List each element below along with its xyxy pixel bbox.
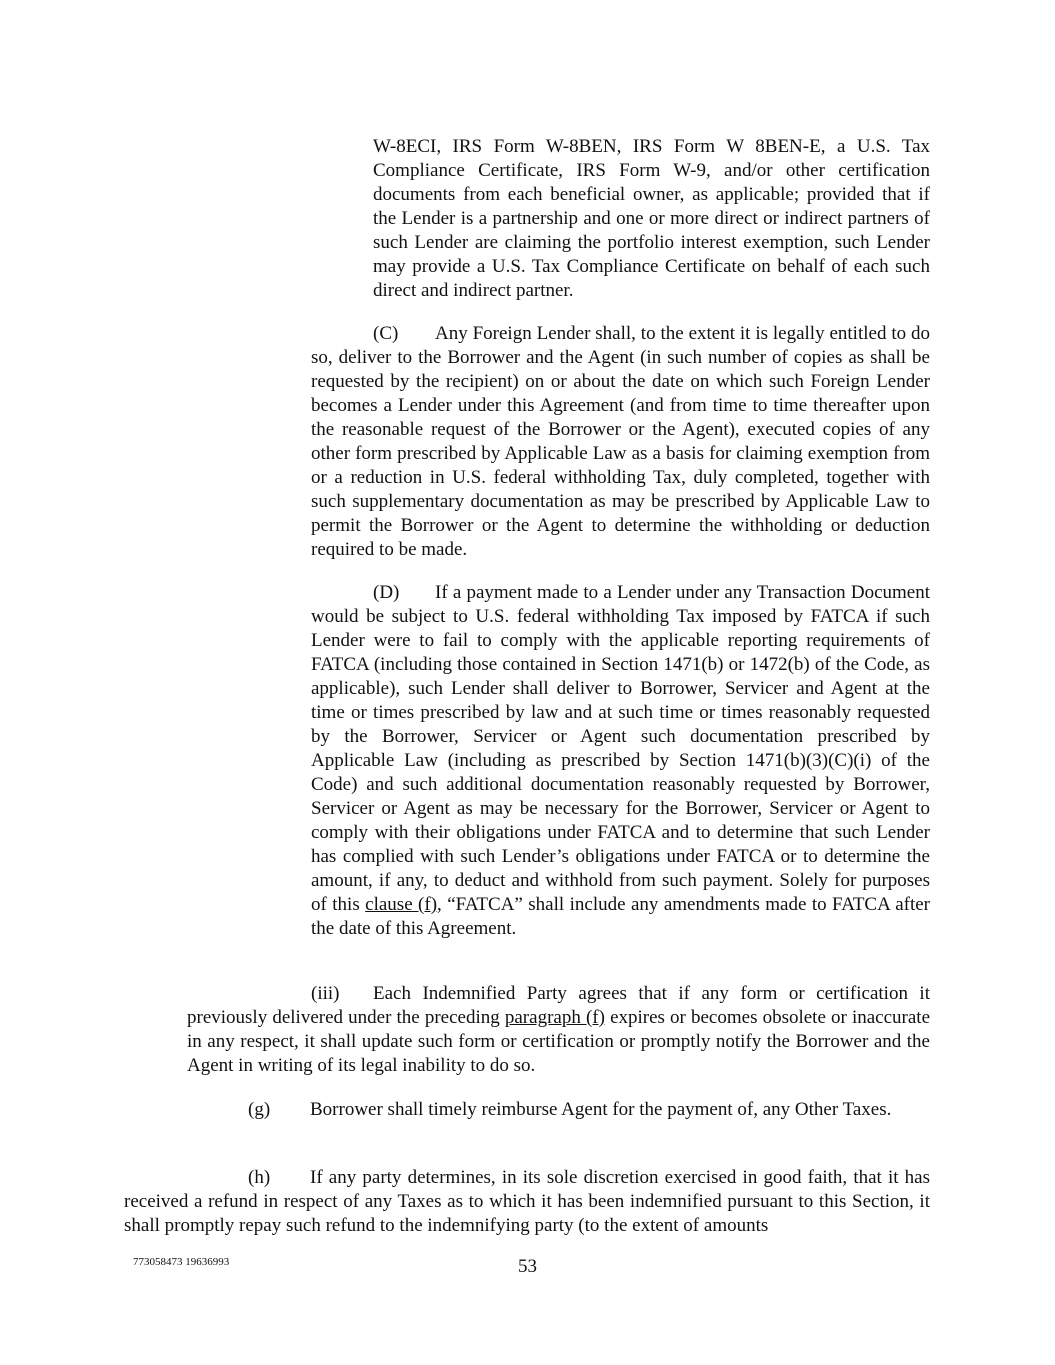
paragraph-d xyxy=(311,581,930,941)
paragraph-text-end: expires or becomes obsolete or inaccurate in any respect, it shall update such form or certification or promptly notify the Borrower and the Agent in writing of its legal inability to do so. xyxy=(187,1007,931,1076)
clause-f-link[interactable]: clause (f) xyxy=(365,894,438,915)
paragraph-label: (iii) xyxy=(311,983,340,1004)
paragraph-text-end: , “FATCA” shall include any amendments made to FATCA after the date of this Agreement. xyxy=(311,894,931,939)
paragraph-iii xyxy=(187,982,930,1078)
paragraph-text: Borrower shall timely reimburse Agent for the payment of, any Other Taxes. xyxy=(310,1099,892,1120)
paragraph-continued xyxy=(373,135,930,303)
paragraph-h xyxy=(124,1166,930,1238)
paragraph-text: If a payment made to a Lender under any Transaction Document would be subject to U.S. federal withholding Tax imposed by FATCA if such Lender were to fail to comply with the applicable reporting requirements of FATCA (including those contained in Section 1471(b) or 1472(b) of the Code, as applicable), such Lender shall deliver to Borrower, Servicer and Agent at the time or times prescribed by law and at such time or times reasonably requested by the Borrower, Servicer or Agent such documentation prescribed by Applicable Law (including as prescribed by Section 1471(b)(3)(C)(i) of the Code) and such additional documentation reasonably requested by Borrower, Servicer or Agent as may be necessary for the Borrower, Servicer or Agent to comply with their obligations under FATCA and to determine that such Lender has complied with such Lender’s obligations under FATCA or to determine the amount, if any, to deduct and withhold from such payment. Solely for purposes of this xyxy=(311,582,930,915)
paragraph-text: W-8ECI, IRS Form W-8BEN, IRS Form W 8BEN-E, a U.S. Tax Compliance Certificate, IRS Form W-9, and/or other certification documents from each beneficial owner, as applicable; provided that if the Lender is a partnership and one or more direct or indirect partners of such Lender are claiming the portfolio interest exemption, such Lender may provide a U.S. Tax Compliance Certificate on behalf of each such direct and indirect partner. xyxy=(373,136,930,301)
paragraph-text: Each Indemnified Party agrees that if any form or certification it previously delivered under the preceding xyxy=(187,983,930,1028)
paragraph-label: (C) xyxy=(373,323,399,344)
page-number: 53 xyxy=(518,1256,537,1277)
paragraph-label: (g) xyxy=(248,1099,271,1120)
paragraph-text: If any party determines, in its sole discretion exercised in good faith, that it has received a refund in respect of any Taxes as to which it has been indemnified pursuant to this Section, it shall promptly repay such refund to the indemnifying party (to the extent of amounts xyxy=(124,1167,930,1236)
paragraph-text: Any Foreign Lender shall, to the extent it is legally entitled to do so, deliver to the Borrower and the Agent (in such number of copies as shall be requested by the recipient) on or about the date on which such Foreign Lender becomes a Lender under this Agreement (and from time to time thereafter upon the reasonable request of the Borrower or the Agent), executed copies of any other form prescribed by Applicable Law as a basis for claiming exemption from or a reduction in U.S. federal withholding Tax, duly completed, together with such supplementary documentation as may be prescribed by Applicable Law to permit the Borrower or the Agent to determine the withholding or deduction required to be made. xyxy=(311,323,930,560)
paragraph-f-link[interactable]: paragraph (f) xyxy=(504,1007,605,1028)
paragraph-label: (D) xyxy=(373,582,400,603)
paragraph-label: (h) xyxy=(248,1167,271,1188)
paragraph-g xyxy=(124,1098,930,1122)
footer-document-id: 773058473 19636993 xyxy=(133,1256,230,1268)
paragraph-c xyxy=(311,322,930,562)
